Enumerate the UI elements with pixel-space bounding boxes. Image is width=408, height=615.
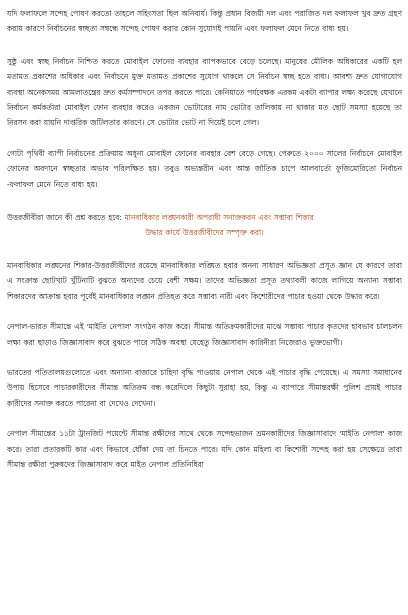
paragraph-3: গোটা পৃথিবী ব্যাপী নির্বাচনের প্রক্রিয়ায় অধুনা মোবাইল ফোনের ব্যবহার বেশ বেড়ে গেছে। পেরুতে ২০০০ সালের নির্বাচনে মোবাইল ফোনের অবদানে স্বচ্ছতার অভাব পরিলক্ষিত হয়। তবুও অভ্যন্তরীন এবং আন্ত র্জাতিক চাপে আলবার্তো ফুজিমোরিতো নির্বাচন -ফলাফল মেনে নিতে বাধ্য হয়। <box>7 148 402 189</box>
question-heading <box>7 210 402 241</box>
question-label: উত্তরজীবীরা জানে কী প্রশ্ন করতে হবে: <box>7 213 122 223</box>
question-link-line2[interactable]: উদ্ধার কার্যে উত্তরজীবীদের সম্পৃক্ত করা। <box>145 228 264 238</box>
paragraph-6: ভারতের পতিতালয়গুলোতে এবং অন্যান্য বাজারে চাহিদা বৃদ্ধি পাওয়ায় নেপাল থেকে এই পাচার বৃদ্ধি পেয়েছে। এ সমস্যা সমাধানের উপায় হিসেবে পাচারকারীদের সীমান্ত অতিক্রম বন্ধ করেদিলে কিছুটা সুরাহা হয়, কিন্তু এ ব্যাপারে সীমান্তরক্ষী পুলিশ প্রায়ই পাচার কারীদের সনাক্ত করতে পারেনা বা দেখেও দেখেনা। <box>7 367 402 408</box>
question-link-line1[interactable]: মানবাধিকার লঙ্ঘনকারী অপরাধী সনাক্তকরন এবং সম্ভাব্য শিকার <box>124 213 314 223</box>
paragraph-1: যদি ফলাফলে সন্দেহ পোষণ করতো তাহলে সহিংসতা ছিল অনিবার্য। কিন্তু প্রধান বিজয়ী দল এবং পরাজিত দল ফলাফল খুব দ্রুত গ্রহণ করায় কারণে নির্বাচনের স্বচ্ছতা সম্বন্ধে সন্দেহ পোষণ করার কোন সুযোগই পায়নি এবং ফলাফল মেনে নিতে বাধ্য হয়। <box>7 9 402 34</box>
paragraph-4: মানবাধিকার লঙ্ঘনের শিকার-উত্তরজীবীদের রয়েছে মানবাধিকার লঙ্ঘিত হবার অনন্য সাধারণ অভিজ্ঞতা প্রসূত জ্ঞান যে কারণে তারা এ সংক্রান্ত ছোটখাট খুঁটিনাটি বুঝতে অন্যদের চেয়ে বেশী সক্ষম। তাদের অভিজ্ঞতা প্রসূত তথ্যাবলী কাজে লাগিয়ে অন্যান্য সম্ভাব্য শিকারদের আক্রান্ত হবার পূর্বেই মানবাধিকার লঙ্ঘন প্রতিহত করে সম্ভাব্য নারী এবং কিশোরীদের পাচার হওয়া থেকে উদ্ধার করে। <box>7 260 402 301</box>
paragraph-2: সুষ্ঠু এবং স্বচ্ছ নির্বাচন নিশ্চিত করতে মোবাইল ফোনের ব্যবহার ব্যাপকভাবে বেড়ে চলেছে। মানুষের মৌলিক অধিকারের একটি হল মতামত প্রকাশের অধিকার এবং নির্বাচনে মুক্ত মতামত প্রকাশের সুযোগ থাকলে সে নির্বাচন স্বচ্ছ হতে বাধ্য। আবশ্য দ্রুত যোগাযোগ ব্যবস্থা অনেকসময় আমলাতন্ত্রের দ্রুত কর্মসম্পাদনে তপর করতে পারে। কেনিয়াতে পর্যবেক্ষক এরকম একটা ব্যাপার লক্ষ্য করেছে যেখানে নির্বাচন কর্মকর্তারা মোবাইল ফোন ব্যবহার করেও একজন ভোটারের নাম ভোটার তালিকায় না থাকার মত ছোট সমস্যা হয়েছে তা নিরসন করা যায়নি দাপ্তরিক জটিলতার কারণে। সে ভোটার ভোট না দিয়েই চলে গেল। <box>7 56 402 128</box>
paragraph-5: নেপাল-ভারত সীমান্তে এই 'মাইতি নেপাল' সংগঠন কাজ করে। সীমান্ত অতিক্রমকারীদের মাঝে সম্ভাব্য পাচার কৃতদের হাবভাব চালচলন লক্ষ্য করা ছাড়াও জিজ্ঞাসাবাদ করে বুঝতে পারে সঠিক অবস্থা যেহেতু জিজ্ঞাসাবাদ কারিনীরা নিজেরাও ভুক্তভোগী। <box>7 322 402 347</box>
paragraph-7: নেপাল সীমান্তের ১১টা ট্রানজিট পয়েন্টে সীমান্ত রক্ষীদের সাথে থেকে সন্দেহভাজন ভ্রমনকারীদের জিজ্ঞাসাবাদে 'মাইতি নেপাল' কাজ করে। তারা প্রতারকটি কার এবং কিভাবে ধোঁকা দেয় তা চিনতে পারে। যদি কোন মহিলা বা কিশোরী সন্দেহ করা হয় সেক্ষেত্রে তারা সীমান্ত রক্ষীরা পুরুষদের জিজ্ঞাসাবাদ করে মাইত নেপাল প্রতিনিধিরা <box>7 429 402 469</box>
